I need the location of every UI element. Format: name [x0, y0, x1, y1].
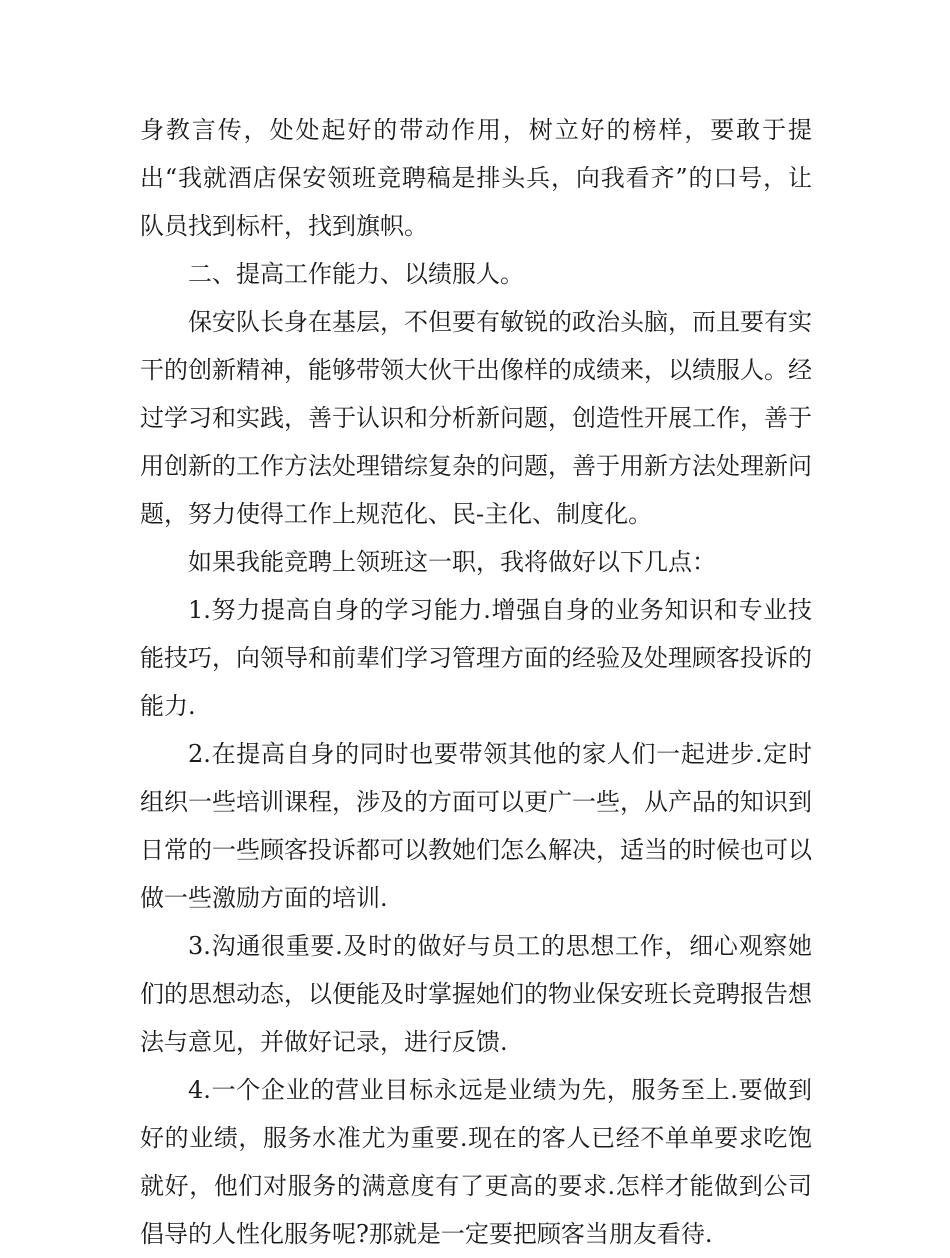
document-body — [140, 106, 812, 1258]
list-item-4: 4.一个企业的营业目标永远是业绩为先，服务至上.要做到好的业绩，服务水准尤为重要.现在的客人已经不单单要求吃饱就好，他们对服务的满意度有了更高的要求.怎样才能做到公司倡导的人性化服务呢?那就是一定要把顾客当朋友看待. — [140, 1076, 812, 1248]
paragraph-continuation: 身教言传，处处起好的带动作用，树立好的榜样，要敢于提出“我就酒店保安领班竞聘稿是排头兵，向我看齐”的口号，让队员找到标杆，找到旗帜。 — [140, 116, 812, 240]
list-item-1: 1.努力提高自身的学习能力.增强自身的业务知识和专业技能技巧，向领导和前辈们学习管理方面的经验及处理顾客投诉的能力. — [140, 596, 812, 720]
list-item-2: 2.在提高自身的同时也要带领其他的家人们一起进步.定时组织一些培训课程，涉及的方面可以更广一些，从产品的知识到日常的一些顾客投诉都可以教她们怎么解决，适当的时候也可以做一些激励方面的培训. — [140, 740, 812, 912]
list-item-3: 3.沟通很重要.及时的做好与员工的思想工作，细心观察她们的思想动态，以便能及时掌握她们的物业保安班长竞聘报告想法与意见，并做好记录，进行反馈. — [140, 932, 812, 1056]
paragraph-body: 保安队长身在基层，不但要有敏锐的政治头脑，而且要有实干的创新精神，能够带领大伙干出像样的成绩来，以绩服人。经过学习和实践，善于认识和分析新问题，创造性开展工作，善于用创新的工作方法处理错综复杂的问题，善于用新方法处理新问题，努力使得工作上规范化、民-主化、制度化。 — [140, 308, 812, 528]
paragraph-intro-list: 如果我能竞聘上领班这一职，我将做好以下几点： — [188, 548, 716, 576]
section-heading: 二、提高工作能力、以绩服人。 — [188, 260, 524, 288]
